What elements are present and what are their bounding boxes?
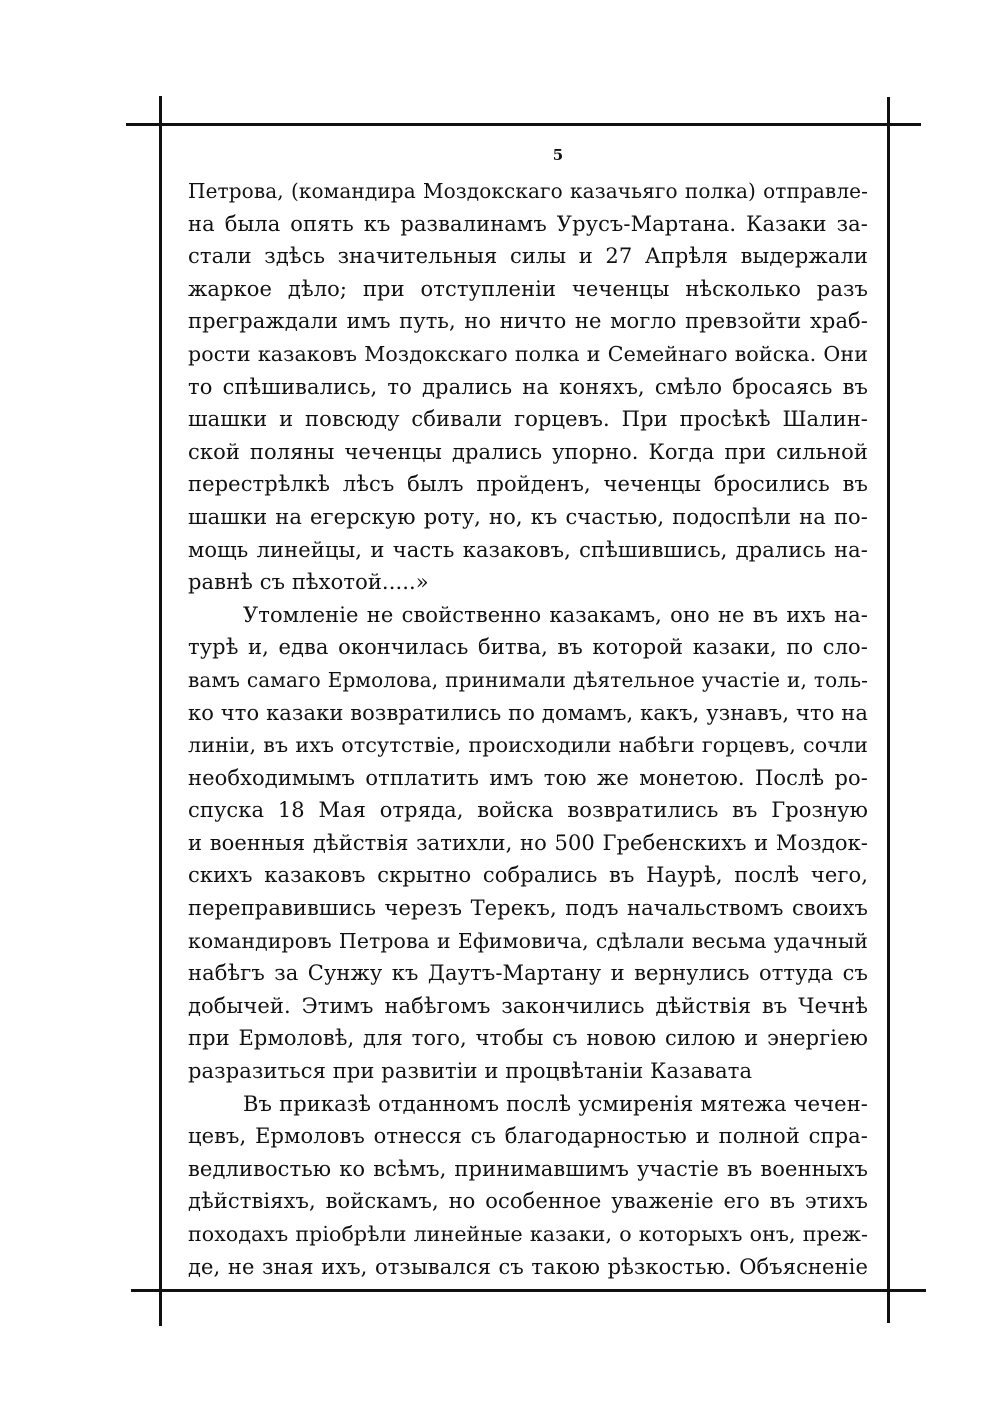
text-line: Утомленіе не свойственно казакамъ, оно не въ ихъ на- (243, 602, 868, 627)
paragraph-2 (188, 599, 868, 1088)
paragraph-1 (188, 175, 868, 599)
text-line: спуска 18 Мая отряда, войска возвратились въ Грозную (188, 798, 868, 823)
text-line: на была опять къ развалинамъ Урусъ-Мартана. Казаки за- (188, 211, 868, 236)
text-line: походахъ пріобрѣли линейные казаки, о которыхъ онъ, преж- (188, 1222, 868, 1246)
text-line: добычей. Этимъ набѣгомъ закончились дѣйствія въ Чечнѣ (188, 993, 868, 1018)
text-line: шашки и повсюду сбивали горцевъ. При просѣкѣ Шалин- (188, 407, 868, 432)
text-line: рости казаковъ Моздокскаго полка и Семейнаго войска. Они (188, 341, 868, 366)
text-line: Петрова, (командира Моздокскаго казачьяго полка) отправле- (188, 179, 868, 203)
text-line: вамъ самаго Ермолова, принимали дѣятельное участіе и, толь- (188, 667, 868, 692)
text-line: линіи, въ ихъ отсутствіе, происходили набѣги горцевъ, сочли (188, 733, 868, 758)
text-line: дѣйствіяхъ, войскамъ, но особенное уваженіе его въ этихъ (188, 1189, 868, 1214)
body-text (188, 175, 868, 1283)
text-line: необходимымъ отплатить имъ тою же монетою. Послѣ ро- (188, 765, 868, 790)
text-line: турѣ и, едва окончилась битва, въ которой казаки, по сло- (188, 635, 868, 660)
left-rule (159, 96, 162, 1326)
text-line: равнѣ съ пѣхотой.....» (188, 570, 429, 595)
text-line: скихъ казаковъ скрытно собрались въ Наурѣ, послѣ чего, (188, 863, 868, 888)
text-line: командировъ Петрова и Ефимовича, сдѣлали весьма удачный (188, 928, 868, 953)
text-line: перестрѣлкѣ лѣсъ былъ пройденъ, чеченцы бросились въ (188, 472, 868, 497)
text-line: жаркое дѣло; при отступленіи чеченцы нѣсколько разъ (188, 276, 868, 301)
text-line: шашки на егерскую роту, но, къ счастью, подоспѣли на по- (188, 504, 868, 529)
text-line: разразиться при развитіи и процвѣтаніи Казавата (188, 1059, 753, 1084)
text-line: набѣгъ за Сунжу къ Даутъ-Мартану и вернулись оттуда съ (188, 961, 868, 986)
text-line: де, не зная ихъ, отзывался съ такою рѣзкостью. Объясненіе (188, 1254, 868, 1279)
page-number: 5 (552, 146, 564, 164)
text-line: ской поляны чеченцы дрались упорно. Когда при сильной (188, 439, 868, 464)
text-line: переправившись черезъ Терекъ, подъ начальствомъ своихъ (188, 896, 868, 921)
text-line: и военныя дѣйствія затихли, но 500 Гребенскихъ и Моздок- (188, 830, 868, 855)
text-line: при Ермоловѣ, для того, чтобы съ новою силою и энергіею (188, 1026, 868, 1051)
text-line: преграждали имъ путь, но ничто не могло превзойти храб- (188, 309, 868, 334)
paragraph-3 (188, 1088, 868, 1284)
top-rule (126, 123, 921, 126)
text-line: цевъ, Ермоловъ отнесся съ благодарностью и полной спра- (188, 1124, 868, 1149)
right-rule (887, 97, 890, 1323)
text-line: то спѣшивались, то дрались на коняхъ, смѣло бросаясь въ (188, 374, 868, 399)
text-line: мощь линейцы, и часть казаковъ, спѣшившись, дрались на- (188, 537, 868, 562)
text-line: ведливостью ко всѣмъ, принимавшимъ участіе въ военныхъ (188, 1156, 868, 1181)
text-line: Въ приказѣ отданномъ послѣ усмиренія мятежа чечен- (243, 1091, 868, 1116)
bottom-rule (131, 1289, 926, 1292)
text-line: ко что казаки возвратились по домамъ, какъ, узнавъ, что на (188, 700, 868, 725)
text-line: стали здѣсь значительныя силы и 27 Апрѣля выдержали (188, 244, 868, 269)
